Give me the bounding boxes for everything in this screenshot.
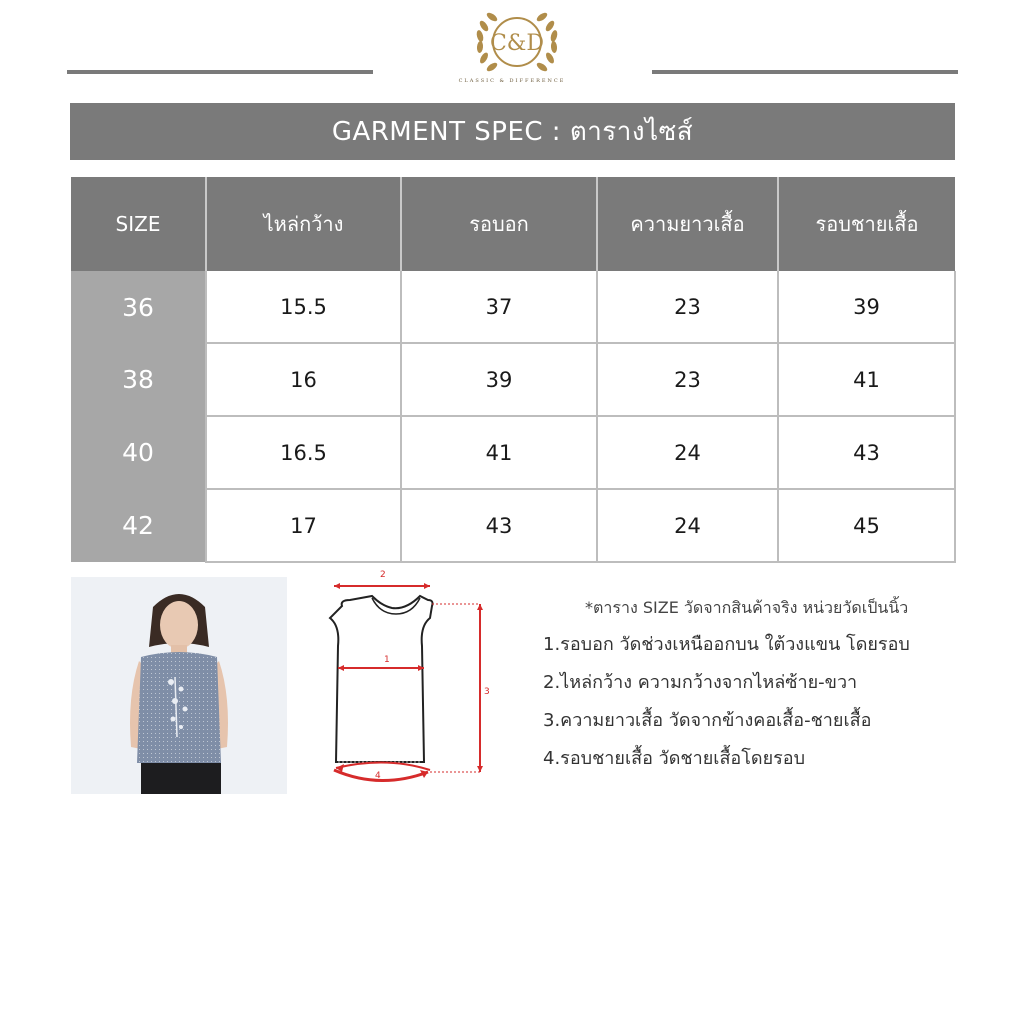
table-row bbox=[71, 271, 955, 343]
hem-cell: 45 bbox=[778, 489, 955, 562]
label-3: 3 bbox=[484, 687, 490, 697]
shoulder-cell: 16.5 bbox=[206, 416, 401, 489]
divider-right bbox=[652, 70, 958, 74]
length-cell: 23 bbox=[597, 343, 778, 416]
brand-tagline: CLASSIC & DIFFERENCE bbox=[458, 78, 566, 84]
note-item: 1.รอบอก วัดช่วงเหนืออกบน ใต้วงแขน โดยรอบ bbox=[543, 634, 910, 655]
shoulder-cell: 17 bbox=[206, 489, 401, 562]
chest-cell: 43 bbox=[401, 489, 597, 562]
model-photo-illustration bbox=[71, 577, 287, 794]
note-item: 2.ไหล่กว้าง ความกว้างจากไหล่ซ้าย-ขวา bbox=[543, 672, 858, 693]
label-4: 4 bbox=[375, 771, 381, 781]
note-item: 3.ความยาวเสื้อ วัดจากข้างคอเสื้อ-ชายเสื้อ bbox=[543, 710, 872, 731]
header-shoulder: ไหล่กว้าง bbox=[206, 177, 401, 271]
hem-cell: 43 bbox=[778, 416, 955, 489]
header-length: ความยาวเสื้อ bbox=[597, 177, 778, 271]
header-hem: รอบชายเสื้อ bbox=[778, 177, 955, 271]
table-header-row bbox=[71, 177, 955, 271]
length-cell: 24 bbox=[597, 489, 778, 562]
shoulder-cell: 16 bbox=[206, 343, 401, 416]
page-title: GARMENT SPEC : ตารางไซส์ bbox=[70, 103, 955, 160]
garment-diagram bbox=[320, 566, 500, 798]
table-row bbox=[71, 343, 955, 416]
notes-heading: *ตาราง SIZE วัดจากสินค้าจริง หน่วยวัดเป็นนิ้ว bbox=[585, 598, 909, 617]
size-cell: 42 bbox=[71, 489, 206, 562]
size-cell: 40 bbox=[71, 416, 206, 489]
label-1: 1 bbox=[384, 655, 390, 665]
hem-cell: 41 bbox=[778, 343, 955, 416]
size-table bbox=[71, 177, 956, 563]
table-row bbox=[71, 489, 955, 562]
size-cell: 38 bbox=[71, 343, 206, 416]
header-chest: รอบอก bbox=[401, 177, 597, 271]
model-photo bbox=[71, 577, 287, 794]
chest-cell: 37 bbox=[401, 271, 597, 343]
divider-left bbox=[67, 70, 373, 74]
chest-cell: 41 bbox=[401, 416, 597, 489]
header-size: SIZE bbox=[71, 177, 206, 271]
chest-cell: 39 bbox=[401, 343, 597, 416]
label-2: 2 bbox=[380, 570, 386, 580]
table-row bbox=[71, 416, 955, 489]
measurement-notes bbox=[543, 596, 983, 781]
logo-text: C&D bbox=[489, 31, 545, 56]
size-cell: 36 bbox=[71, 271, 206, 343]
length-cell: 24 bbox=[597, 416, 778, 489]
note-item: 4.รอบชายเสื้อ วัดชายเสื้อโดยรอบ bbox=[543, 748, 806, 769]
length-cell: 23 bbox=[597, 271, 778, 343]
hem-cell: 39 bbox=[778, 271, 955, 343]
shoulder-cell: 15.5 bbox=[206, 271, 401, 343]
